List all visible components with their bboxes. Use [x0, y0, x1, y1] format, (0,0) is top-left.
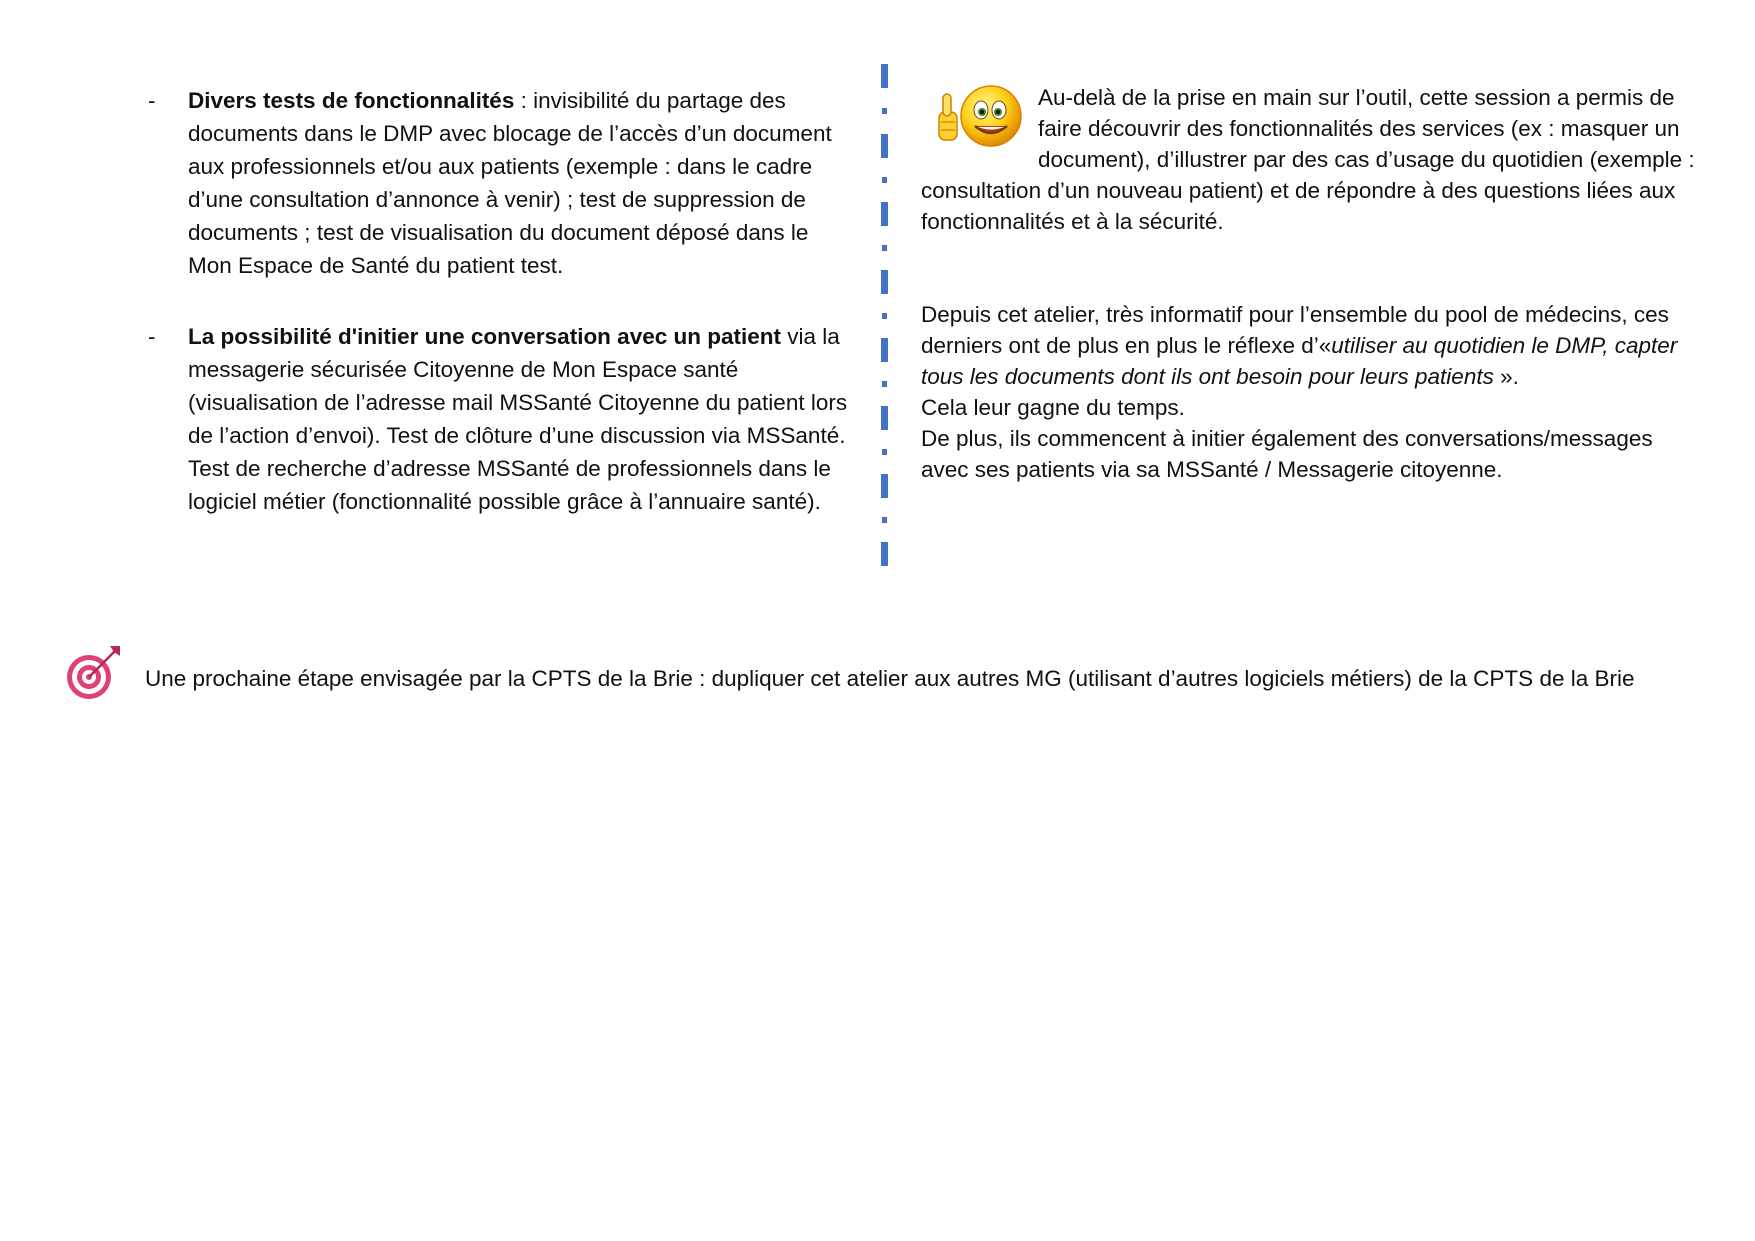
since-workshop-close: ».	[1493, 364, 1519, 389]
bullet-dash: -	[148, 324, 156, 349]
since-workshop-intro: Depuis cet atelier, très informatif pour l’ensemble du pool de médecins, ces derniers ont de plus en plus le réflexe d’«	[921, 302, 1669, 358]
target-icon	[64, 644, 122, 702]
next-step-text: Une prochaine étape envisagée par la CPTS de la Brie : dupliquer cet atelier aux autres MG (utilisant d’autres logiciels métiers) de la CPTS de la Brie	[145, 666, 1635, 691]
bullet-heading: La possibilité d'initier une conversation avec un patient	[188, 324, 781, 349]
bullet-item	[148, 320, 848, 518]
paragraph-since-workshop	[921, 299, 1696, 485]
bullet-text: : invisibilité du partage des documents dans le DMP avec blocage de l’accès d’un document aux professionnels et/ou aux patients (exemple : dans le cadre d’une consultation d’annonce à venir) ; test de suppression de documents ; test de visualisation du document déposé dans le Mon Espace de Santé du patient test.	[188, 88, 832, 278]
thumbs-up-smiley-icon	[933, 82, 1028, 150]
bullet-dash: -	[148, 88, 156, 113]
bullet-heading: Divers tests de fonctionnalités	[188, 88, 515, 113]
dash-dot-divider	[881, 64, 889, 566]
since-workshop-quote: utiliser au quotidien le DMP, capter tous les documents dont ils ont besoin pour leurs patients	[921, 333, 1678, 389]
time-saved-line: Cela leur gagne du temps.	[921, 395, 1185, 420]
right-column	[921, 82, 1696, 485]
left-column	[148, 84, 848, 518]
bullet-item	[148, 84, 848, 282]
conversations-line: De plus, ils commencent à initier également des conversations/messages avec ses patients via sa MSSanté / Messagerie citoyenne.	[921, 426, 1653, 482]
bullet-text: via la messagerie sécurisée Citoyenne de Mon Espace santé (visualisation de l’adresse mail MSSanté Citoyenne du patient lors de l’action d’envoi). Test de clôture d’une discussion via MSSanté. Test de recherche d’adresse MSSanté de professionnels dans le logiciel métier (fonctionnalité possible grâce à l’annuaire santé).	[188, 324, 848, 514]
paragraph-workshop-summary: Au-delà de la prise en main sur l’outil, cette session a permis de faire découvrir des fonctionnalités des services (ex : masquer un document), d’illustrer par des cas d’usage du quotidien (exemple : consultation d’un nouveau patient) et de répondre à des questions liées aux fonctionnalités et à la sécurité.	[921, 85, 1695, 234]
